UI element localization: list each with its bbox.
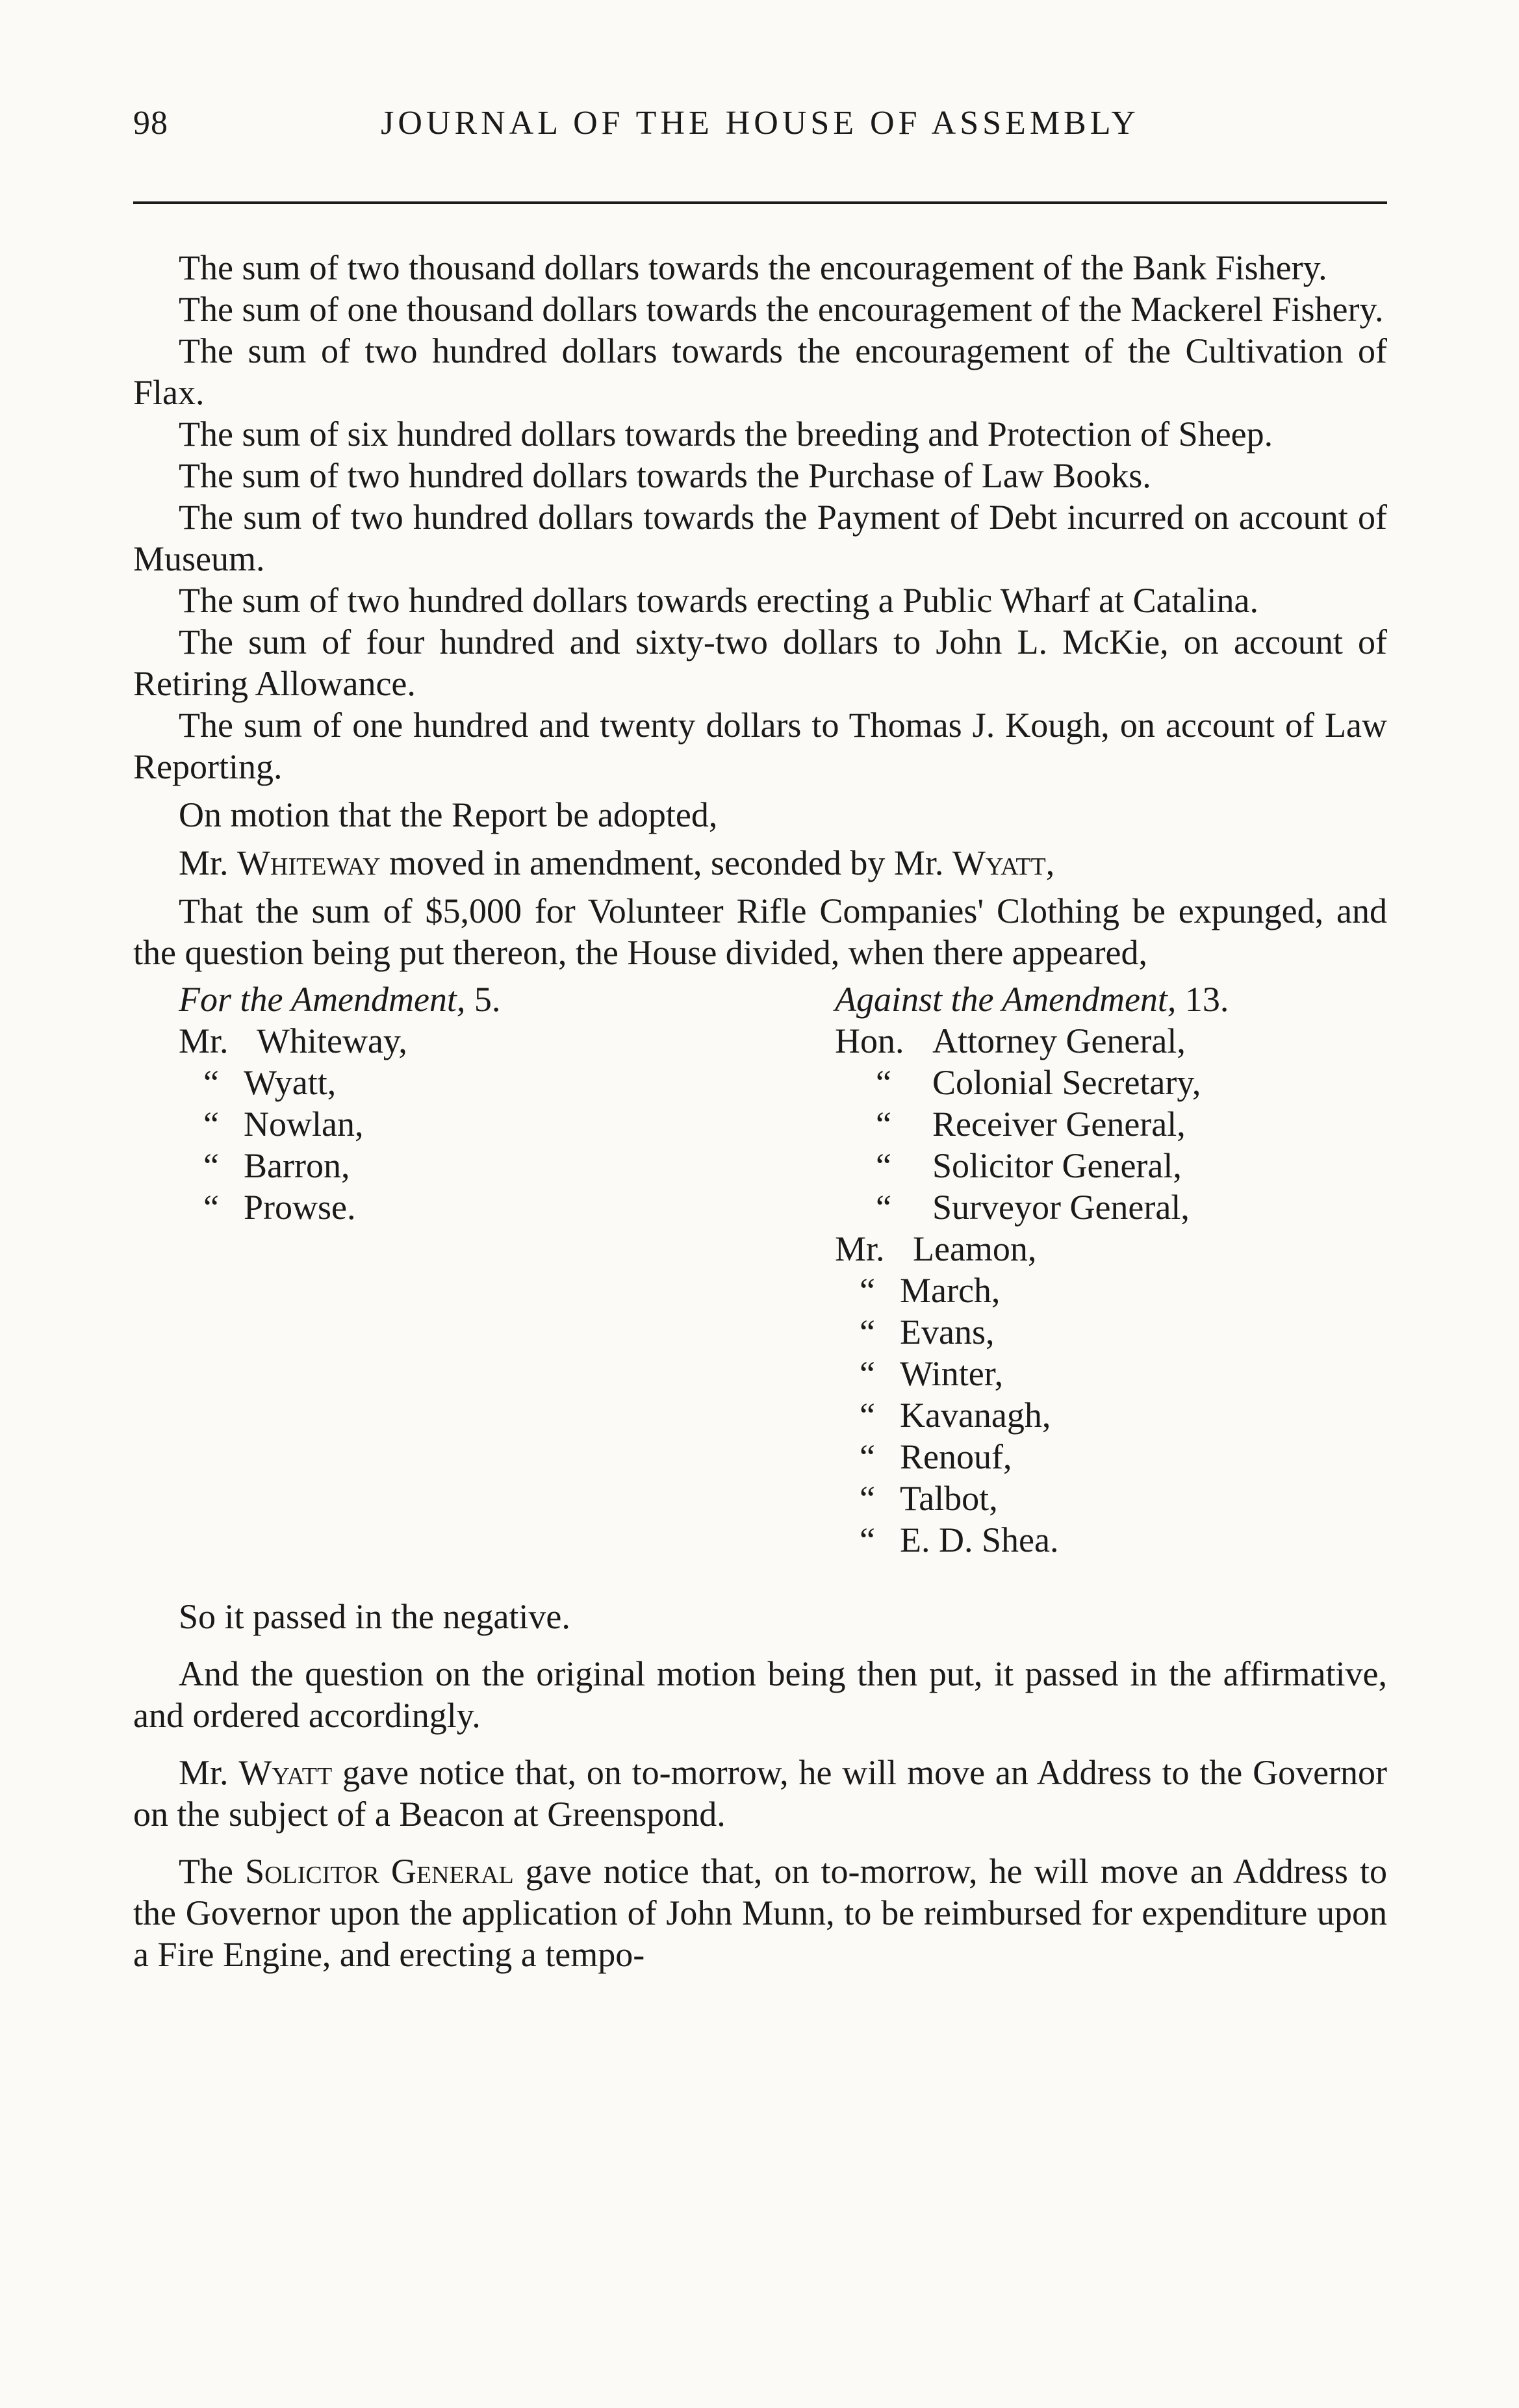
notice-member: Wyatt: [238, 1753, 333, 1792]
notice-member: Solicitor General: [245, 1852, 514, 1891]
member-name: Winter,: [900, 1354, 1004, 1393]
page-number: 98: [133, 105, 168, 142]
appropriation-item: The sum of one hundred and twenty dollars to Thomas J. Kough, on account of Law Reporting.: [133, 706, 1387, 786]
member-name: Evans,: [900, 1313, 995, 1351]
member-name: Kavanagh,: [900, 1396, 1051, 1435]
appropriation-item: The sum of two hundred dollars towards the Payment of Debt incurred on account of Museum.: [133, 498, 1387, 578]
member-name: Surveyor General,: [932, 1188, 1190, 1227]
member-prefix: “: [860, 1396, 875, 1435]
notice-paragraph: [133, 1851, 1387, 1975]
mover-name: Whiteway: [237, 843, 381, 882]
member-name: Leamon,: [913, 1229, 1037, 1268]
member-prefix: Hon.: [835, 1021, 904, 1060]
closing-block: [133, 1596, 1387, 1975]
member-prefix: “: [203, 1063, 219, 1102]
amendment-mid-text: moved in amendment, seconded by Mr.: [389, 843, 944, 882]
body-text: [133, 247, 1387, 1975]
notice-paragraph: [133, 1752, 1387, 1835]
against-member: [835, 1270, 1387, 1311]
notice-prefix: The: [179, 1852, 233, 1891]
against-member: [835, 1311, 1387, 1353]
member-prefix: “: [860, 1437, 875, 1476]
member-prefix: “: [860, 1271, 875, 1310]
member-prefix: “: [860, 1313, 875, 1351]
member-name: March,: [900, 1271, 1001, 1310]
appropriation-list: [133, 247, 1387, 788]
for-member: [179, 1103, 763, 1145]
amendment-end-text: ,: [1045, 843, 1055, 882]
member-name: Nowlan,: [244, 1105, 364, 1144]
against-member: [835, 1353, 1387, 1394]
member-prefix: “: [860, 1354, 875, 1393]
against-member: [835, 1062, 1387, 1103]
for-heading-label: For the Amendment,: [179, 980, 466, 1019]
seconder-name: Wyatt: [952, 843, 1046, 882]
member-prefix: Mr.: [179, 1021, 229, 1060]
against-member: [835, 1228, 1387, 1270]
appropriation-item: The sum of one thousand dollars towards the encouragement of the Mackerel Fishery.: [179, 290, 1384, 329]
member-name: Colonial Secretary,: [932, 1063, 1201, 1102]
member-prefix: “: [203, 1188, 219, 1227]
against-heading-label: Against the Amendment,: [835, 980, 1177, 1019]
against-member: [835, 1020, 1387, 1062]
appropriation-item: The sum of four hundred and sixty-two dollars to John L. McKie, on account of Retiring Allowance.: [133, 622, 1387, 703]
member-name: Barron,: [244, 1146, 350, 1185]
for-member: [179, 1020, 763, 1062]
appropriation-item: The sum of six hundred dollars towards the breeding and Protection of Sheep.: [179, 415, 1273, 454]
against-heading: [835, 979, 1387, 1020]
for-column: [179, 979, 763, 1228]
against-member: [835, 1145, 1387, 1186]
notice-prefix: Mr.: [179, 1753, 229, 1792]
member-name: Prowse.: [244, 1188, 356, 1227]
amendment-paragraph: [133, 842, 1387, 884]
against-member: [835, 1186, 1387, 1228]
member-name: E. D. Shea.: [900, 1520, 1059, 1559]
member-prefix: “: [876, 1105, 891, 1144]
member-name: Wyatt,: [244, 1063, 337, 1102]
header-rule: [133, 201, 1387, 204]
original-motion-paragraph: And the question on the original motion being then put, it passed in the affirmative, and ordered accordingly.: [133, 1654, 1387, 1735]
against-column: [835, 979, 1387, 1561]
for-member: [179, 1145, 763, 1186]
result-paragraph: So it passed in the negative.: [179, 1597, 570, 1636]
member-name: Renouf,: [900, 1437, 1012, 1476]
for-member: [179, 1062, 763, 1103]
page-header: [133, 104, 1387, 156]
against-member: [835, 1519, 1387, 1561]
division-list: [133, 979, 1387, 1589]
running-head: JOURNAL OF THE HOUSE OF ASSEMBLY: [381, 105, 1140, 142]
against-member: [835, 1478, 1387, 1519]
for-member: [179, 1186, 763, 1228]
member-prefix: “: [203, 1105, 219, 1144]
member-name: Whiteway,: [257, 1021, 407, 1060]
mover-prefix: Mr.: [179, 843, 229, 882]
against-member: [835, 1394, 1387, 1436]
member-name: Talbot,: [900, 1479, 998, 1518]
notice-text: gave notice that, on to-morrow, he will move an Address to the Governor on the subject of a Beacon at Greenspond.: [133, 1753, 1388, 1834]
member-prefix: “: [203, 1146, 219, 1185]
against-member: [835, 1103, 1387, 1145]
appropriation-item: The sum of two hundred dollars towards the Purchase of Law Books.: [179, 456, 1151, 495]
member-prefix: “: [876, 1188, 891, 1227]
member-prefix: “: [876, 1063, 891, 1102]
against-count: 13.: [1184, 980, 1229, 1019]
member-prefix: Mr.: [835, 1229, 885, 1268]
member-prefix: “: [876, 1146, 891, 1185]
for-count: 5.: [474, 980, 501, 1019]
for-heading: [179, 979, 763, 1020]
member-prefix: “: [860, 1520, 875, 1559]
member-name: Receiver General,: [932, 1105, 1186, 1144]
member-name: Attorney General,: [932, 1021, 1186, 1060]
notice-text: gave notice that, on to-morrow, he will move an Address to the Governor upon the application of John Munn, to be reimbursed for expenditure upon a Fire Engine, and erecting a tempo-: [133, 1852, 1388, 1974]
member-prefix: “: [860, 1479, 875, 1518]
motion-paragraph: On motion that the Report be adopted,: [179, 795, 718, 834]
appropriation-item: The sum of two thousand dollars towards the encouragement of the Bank Fishery.: [179, 248, 1327, 287]
appropriation-item: The sum of two hundred dollars towards the encouragement of the Cultivation of Flax.: [133, 331, 1387, 412]
member-name: Solicitor General,: [932, 1146, 1182, 1185]
amendment-body: That the sum of $5,000 for Volunteer Rifle Companies' Clothing be expunged, and the question being put thereon, the House divided, when there appeared,: [133, 891, 1387, 972]
against-member: [835, 1436, 1387, 1478]
appropriation-item: The sum of two hundred dollars towards erecting a Public Wharf at Catalina.: [179, 581, 1259, 620]
